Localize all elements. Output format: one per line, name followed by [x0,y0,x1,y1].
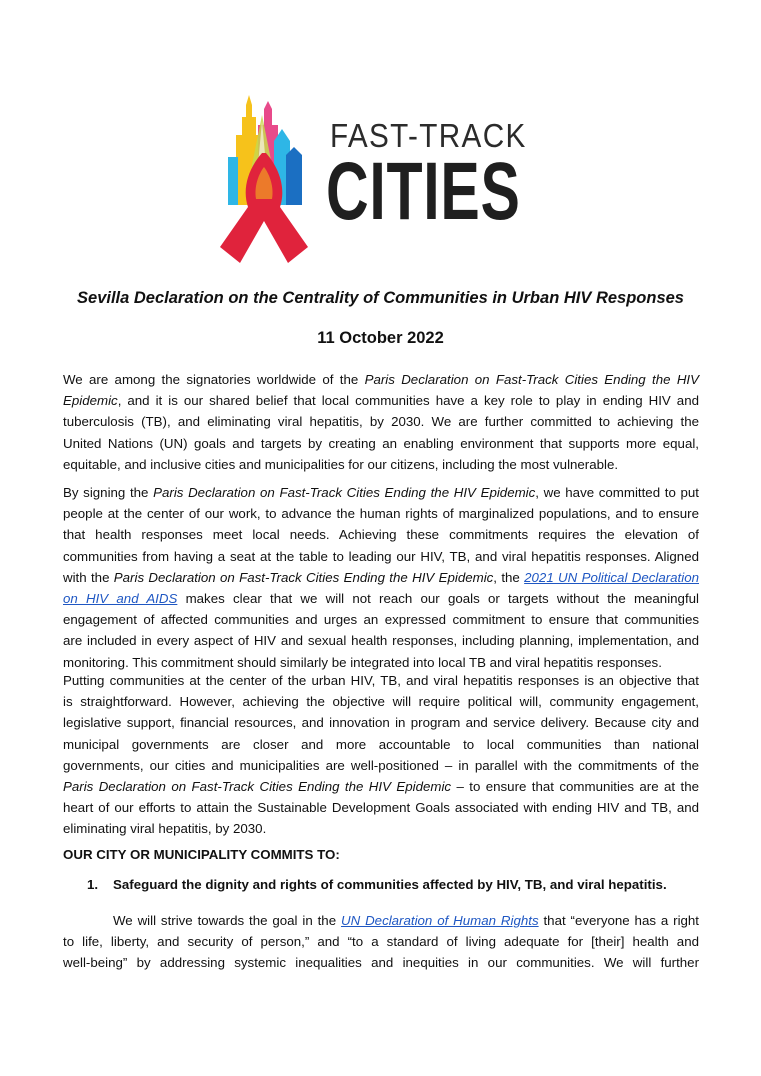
document-date: 11 October 2022 [317,329,444,347]
paragraph-3: Putting communities at the center of the urban HIV, TB, and viral hepatitis responses is an objective that is straightforward. However, achieving the objective will require political will, community engagement, legislative support, financial resources, and innovation in program and service delivery. Because city and municipal governments are closer and more accountable to local communities than national governments, our cities and municipalities are well-positioned – in parallel with the commitments of the Paris Declaration on Fast-Track Cities Ending the HIV Epidemic – to ensure that communities are at the heart of our efforts to attain the Sustainable Development Goals associated with ending HIV and TB, and eliminating viral hepatitis, by 2030. [63,673,699,837]
commitment-item-1 [87,877,667,892]
paragraph-4: We will strive towards the goal in the UN Declaration of Human Rights that “everyone has a right to life, liberty, and security of person,” and “to a standard of living adequate for [their] health and well-being” by addressing systemic inequalities and inequities in our communities. We will further [63,913,700,971]
human-rights-declaration-link[interactable]: UN Declaration of Human Rights [340,913,539,928]
paragraph-1: We are among the signatories worldwide of the Paris Declaration on Fast-Track Cities Ending the HIV Epidemic, and it is our shared belief that local communities have a key role to play in ending HIV and tuberculosis (TB), and eliminating viral hepatitis, by 2030. We are further committed to achieving the United Nations (UN) goals and targets by creating an enabling environment that supports more equal, equitable, and inclusive cities and municipalities for our citizens, including the most vulnerable. [63,372,699,472]
paragraph-2: By signing the Paris Declaration on Fast-Track Cities Ending the HIV Epidemic, we have committed to put people at the center of our work, to advance the human rights of marginalized populations, and to ensure that health responses meet local needs. Achieving these commitments requires the elevation of communities from having a seat at the table to leading our HIV, TB, and viral hepatitis responses. Aligned with the Paris Declaration on Fast-Track Cities Ending the HIV Epidemic, the 2021 UN Political Declaration on HIV and AIDS makes clear that we will not reach our goals or targets without the meaningful engagement of affected communities and urges an expressed commitment to ensure that communities are included in every aspect of HIV and sexual health responses, including planning, implementation, and monitoring. This commitment should similarly be integrated into local TB and viral hepatitis responses. [63,485,699,670]
item-number: 1. [87,877,99,892]
document-title: Sevilla Declaration on the Centrality of Communities in Urban HIV Responses [77,289,684,307]
logo-wordmark-bottom: CITIES [326,146,521,237]
political-declaration-link-cont[interactable]: on HIV and AIDS [63,591,178,607]
commitments-heading: OUR CITY OR MUNICIPALITY COMMITS TO: [63,847,340,862]
item-text: Safeguard the dignity and rights of communities affected by HIV, TB, and viral hepatitis. [113,877,667,892]
logo-wordmark-top: FAST-TRACK [330,117,527,154]
ribbon-skyline-icon [218,95,328,270]
political-declaration-link[interactable]: 2021 UN Political Declaration [524,569,699,585]
fast-track-cities-logo [218,95,538,275]
